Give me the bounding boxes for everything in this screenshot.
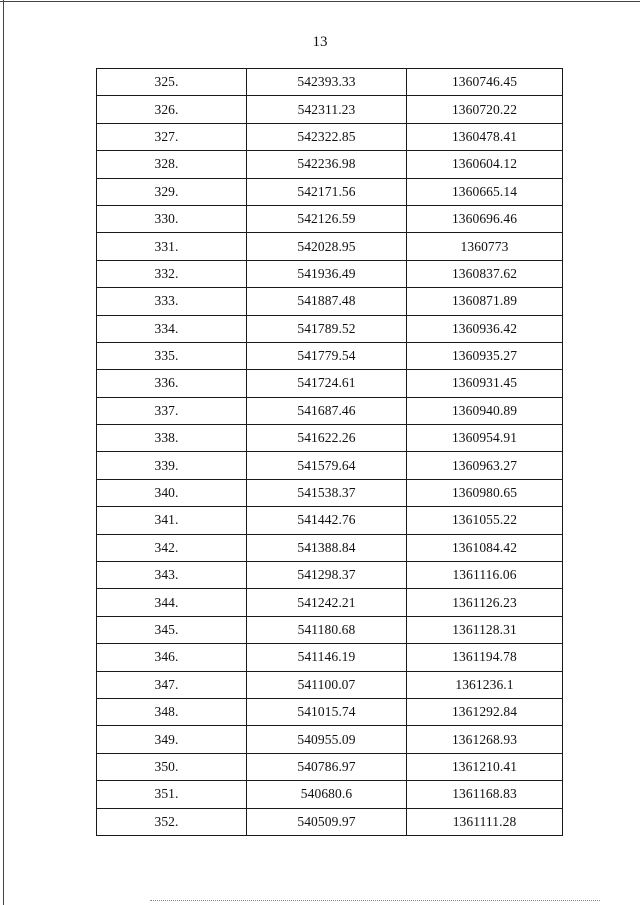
y-coordinate-cell: 1361236.1 xyxy=(407,671,563,698)
point-number-cell: 351. xyxy=(97,781,247,808)
table-row xyxy=(97,589,563,616)
table-row xyxy=(97,123,563,150)
y-coordinate-cell: 1360665.14 xyxy=(407,178,563,205)
table-row xyxy=(97,452,563,479)
point-number-cell: 333. xyxy=(97,288,247,315)
x-coordinate-cell: 542322.85 xyxy=(247,123,407,150)
y-coordinate-cell: 1361194.78 xyxy=(407,644,563,671)
y-coordinate-cell: 1360604.12 xyxy=(407,151,563,178)
y-coordinate-cell: 1360746.45 xyxy=(407,69,563,96)
y-coordinate-cell: 1360980.65 xyxy=(407,479,563,506)
table-row xyxy=(97,288,563,315)
x-coordinate-cell: 541015.74 xyxy=(247,698,407,725)
point-number-cell: 325. xyxy=(97,69,247,96)
point-number-cell: 338. xyxy=(97,425,247,452)
page-number: 13 xyxy=(312,34,328,50)
table-row xyxy=(97,562,563,589)
x-coordinate-cell: 541579.64 xyxy=(247,452,407,479)
x-coordinate-cell: 542171.56 xyxy=(247,178,407,205)
x-coordinate-cell: 540955.09 xyxy=(247,726,407,753)
x-coordinate-cell: 540509.97 xyxy=(247,808,407,835)
x-coordinate-cell: 541442.76 xyxy=(247,507,407,534)
y-coordinate-cell: 1361168.83 xyxy=(407,781,563,808)
y-coordinate-cell: 1360936.42 xyxy=(407,315,563,342)
table-row xyxy=(97,425,563,452)
table-row xyxy=(97,644,563,671)
page-edge-top xyxy=(0,1,640,2)
x-coordinate-cell: 542393.33 xyxy=(247,69,407,96)
x-coordinate-cell: 541242.21 xyxy=(247,589,407,616)
y-coordinate-cell: 1360773 xyxy=(407,233,563,260)
table-row xyxy=(97,753,563,780)
y-coordinate-cell: 1361055.22 xyxy=(407,507,563,534)
table-row xyxy=(97,178,563,205)
point-number-cell: 342. xyxy=(97,534,247,561)
y-coordinate-cell: 1361084.42 xyxy=(407,534,563,561)
y-coordinate-cell: 1361126.23 xyxy=(407,589,563,616)
table-row xyxy=(97,233,563,260)
table-row xyxy=(97,781,563,808)
y-coordinate-cell: 1361116.06 xyxy=(407,562,563,589)
table-row xyxy=(97,507,563,534)
table-row xyxy=(97,342,563,369)
y-coordinate-cell: 1360871.89 xyxy=(407,288,563,315)
page-edge-left xyxy=(3,0,4,905)
y-coordinate-cell: 1361268.93 xyxy=(407,726,563,753)
x-coordinate-cell: 540680.6 xyxy=(247,781,407,808)
y-coordinate-cell: 1360696.46 xyxy=(407,205,563,232)
point-number-cell: 332. xyxy=(97,260,247,287)
point-number-cell: 346. xyxy=(97,644,247,671)
point-number-cell: 350. xyxy=(97,753,247,780)
x-coordinate-cell: 542236.98 xyxy=(247,151,407,178)
x-coordinate-cell: 542311.23 xyxy=(247,96,407,123)
point-number-cell: 349. xyxy=(97,726,247,753)
y-coordinate-cell: 1360478.41 xyxy=(407,123,563,150)
x-coordinate-cell: 541687.46 xyxy=(247,397,407,424)
x-coordinate-cell: 541180.68 xyxy=(247,616,407,643)
table-row xyxy=(97,534,563,561)
x-coordinate-cell: 542028.95 xyxy=(247,233,407,260)
table-row xyxy=(97,479,563,506)
y-coordinate-cell: 1360954.91 xyxy=(407,425,563,452)
x-coordinate-cell: 541887.48 xyxy=(247,288,407,315)
point-number-cell: 348. xyxy=(97,698,247,725)
bottom-rule xyxy=(150,900,600,901)
point-number-cell: 345. xyxy=(97,616,247,643)
y-coordinate-cell: 1360940.89 xyxy=(407,397,563,424)
table-row xyxy=(97,808,563,835)
y-coordinate-cell: 1361210.41 xyxy=(407,753,563,780)
point-number-cell: 340. xyxy=(97,479,247,506)
y-coordinate-cell: 1360963.27 xyxy=(407,452,563,479)
x-coordinate-cell: 541538.37 xyxy=(247,479,407,506)
y-coordinate-cell: 1360931.45 xyxy=(407,370,563,397)
point-number-cell: 330. xyxy=(97,205,247,232)
point-number-cell: 336. xyxy=(97,370,247,397)
point-number-cell: 329. xyxy=(97,178,247,205)
x-coordinate-cell: 541388.84 xyxy=(247,534,407,561)
x-coordinate-cell: 542126.59 xyxy=(247,205,407,232)
point-number-cell: 341. xyxy=(97,507,247,534)
x-coordinate-cell: 541298.37 xyxy=(247,562,407,589)
point-number-cell: 328. xyxy=(97,151,247,178)
x-coordinate-cell: 541936.49 xyxy=(247,260,407,287)
point-number-cell: 327. xyxy=(97,123,247,150)
table-row xyxy=(97,96,563,123)
point-number-cell: 334. xyxy=(97,315,247,342)
y-coordinate-cell: 1360837.62 xyxy=(407,260,563,287)
x-coordinate-cell: 541789.52 xyxy=(247,315,407,342)
point-number-cell: 344. xyxy=(97,589,247,616)
point-number-cell: 331. xyxy=(97,233,247,260)
coordinates-table-body xyxy=(97,69,563,836)
y-coordinate-cell: 1360935.27 xyxy=(407,342,563,369)
table-row xyxy=(97,205,563,232)
point-number-cell: 339. xyxy=(97,452,247,479)
table-row xyxy=(97,671,563,698)
point-number-cell: 326. xyxy=(97,96,247,123)
table-row xyxy=(97,698,563,725)
table-row xyxy=(97,151,563,178)
table-row xyxy=(97,370,563,397)
x-coordinate-cell: 541146.19 xyxy=(247,644,407,671)
y-coordinate-cell: 1360720.22 xyxy=(407,96,563,123)
table-row xyxy=(97,397,563,424)
x-coordinate-cell: 541779.54 xyxy=(247,342,407,369)
coordinates-table xyxy=(96,68,563,836)
y-coordinate-cell: 1361128.31 xyxy=(407,616,563,643)
point-number-cell: 343. xyxy=(97,562,247,589)
x-coordinate-cell: 541622.26 xyxy=(247,425,407,452)
table-row xyxy=(97,726,563,753)
table-row xyxy=(97,616,563,643)
point-number-cell: 337. xyxy=(97,397,247,424)
y-coordinate-cell: 1361292.84 xyxy=(407,698,563,725)
x-coordinate-cell: 540786.97 xyxy=(247,753,407,780)
point-number-cell: 335. xyxy=(97,342,247,369)
point-number-cell: 347. xyxy=(97,671,247,698)
point-number-cell: 352. xyxy=(97,808,247,835)
table-row xyxy=(97,69,563,96)
x-coordinate-cell: 541100.07 xyxy=(247,671,407,698)
y-coordinate-cell: 1361111.28 xyxy=(407,808,563,835)
table-row xyxy=(97,260,563,287)
table-row xyxy=(97,315,563,342)
x-coordinate-cell: 541724.61 xyxy=(247,370,407,397)
